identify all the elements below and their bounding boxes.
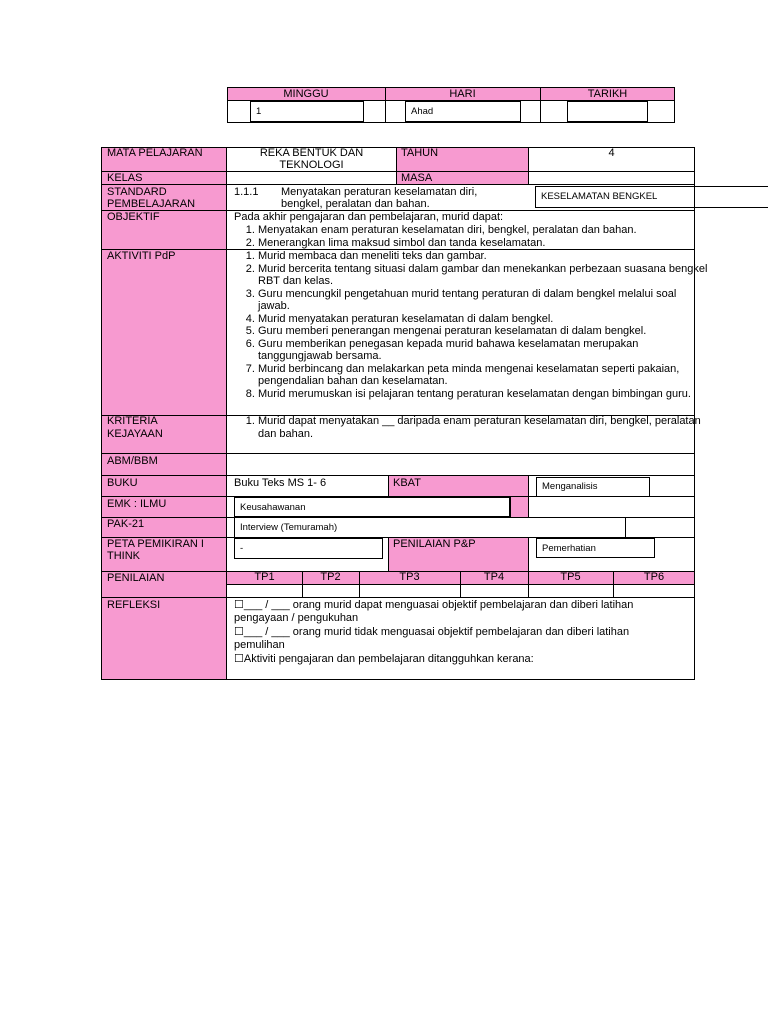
tp5-header: TP5 [560, 571, 581, 583]
refleksi-line4: pemulihan [234, 639, 285, 651]
standard-text-line1: Menyatakan peraturan keselamatan diri, [281, 186, 478, 198]
list-item: 5. Guru memberi penerangan mengenai peraturan keselamatan di dalam bengkel. [258, 325, 708, 338]
list-item: 2. Murid bercerita tentang situasi dalam gambar dan menekankan perbezaan suasana bengkel RBT dan kelas. [258, 263, 708, 288]
minggu-value: 1 [256, 106, 262, 117]
buku-label: BUKU [107, 477, 138, 489]
mata-pelajaran-value-line2: TEKNOLOGI [279, 159, 344, 171]
mata-pelajaran-label: MATA PELAJARAN [107, 147, 203, 159]
kriteria-label-line1: KRITERIA [107, 415, 158, 427]
tarikh-value-field[interactable] [567, 101, 648, 122]
penilaian-label: PENILAIAN [107, 572, 165, 584]
list-item: 1. Menyatakan enam peraturan keselamatan diri, bengkel, peralatan dan bahan. [258, 224, 713, 237]
kriteria-label-line2: KEJAYAAN [107, 428, 163, 440]
kelas-label: KELAS [107, 172, 143, 184]
buku-value: Buku Teks MS 1- 6 [234, 477, 327, 489]
standard-topic: KESELAMATAN BENGKEL [541, 191, 658, 202]
emk-label: EMK : ILMU [107, 498, 167, 510]
hari-label: HARI [449, 88, 476, 100]
tarikh-label: TARIKH [587, 88, 628, 100]
standard-label-line2: PEMBELAJARAN [107, 198, 196, 210]
list-item: 4. Murid menyatakan peraturan keselamatan di dalam bengkel. [258, 313, 708, 326]
tahun-label: TAHUN [401, 147, 439, 159]
pak21-label: PAK-21 [107, 518, 145, 530]
standard-label-line1: STANDARD [107, 186, 167, 198]
kriteria-list [234, 415, 708, 440]
list-item: 1. Murid dapat menyatakan __ daripada enam peraturan keselamatan diri, bengkel, peralatan dan bahan. [258, 415, 708, 440]
aktiviti-label: AKTIVITI PdP [107, 250, 176, 262]
refleksi-label: REFLEKSI [107, 599, 161, 611]
objektif-intro: Pada akhir pengajaran dan pembelajaran, murid dapat: [234, 211, 504, 223]
minggu-label: MINGGU [283, 88, 329, 100]
minggu-value-field[interactable] [250, 101, 364, 122]
standard-code: 1.1.1 [234, 186, 259, 198]
aktiviti-list [234, 250, 708, 400]
pak21-value: Interview (Temuramah) [240, 522, 338, 533]
tp4-header: TP4 [483, 571, 505, 583]
standard-text-line2: bengkel, peralatan dan bahan. [281, 198, 430, 210]
list-item: 6. Guru memberikan penegasan kepada murid bahawa keselamatan merupakan tanggungjawab bersama. [258, 338, 708, 363]
objektif-list [234, 224, 713, 249]
list-item: 2. Menerangkan lima maksud simbol dan tanda keselamatan. [258, 237, 713, 250]
list-item: 7. Murid berbincang dan melakarkan peta minda mengenai keselamatan seperti pakaian, pengendalian bahan dan keselamatan. [258, 363, 708, 388]
peta-value: - [240, 543, 244, 554]
peta-label-line1: PETA PEMIKIRAN I [107, 538, 204, 550]
abm-label: ABM/BBM [107, 455, 158, 467]
masa-label: MASA [401, 172, 433, 184]
mata-pelajaran-value-line1: REKA BENTUK DAN [259, 147, 364, 159]
objektif-label: OBJEKTIF [107, 211, 160, 223]
hari-value: Ahad [411, 106, 434, 117]
peta-label-line2: THINK [107, 550, 140, 562]
tp2-header: TP2 [320, 571, 341, 583]
list-item: 8. Murid merumuskan isi pelajaran tentang peraturan keselamatan dengan bimbingan guru. [258, 388, 708, 401]
peta-value-field[interactable] [234, 538, 383, 559]
refleksi-line3: ☐___ / ___ orang murid tidak menguasai objektif pembelajaran dan diberi latihan [234, 626, 630, 638]
tahun-value: 4 [608, 147, 615, 159]
list-item: 1. Murid membaca dan meneliti teks dan gambar. [258, 250, 708, 263]
tp1-header: TP1 [254, 571, 275, 583]
list-item: 3. Guru mencungkil pengetahuan murid tentang peraturan di dalam bengkel melalui soal jawab. [258, 288, 708, 313]
refleksi-line1: ☐___ / ___ orang murid dapat menguasai objektif pembelajaran dan diberi latihan [234, 599, 634, 611]
kbat-value: Menganalisis [542, 481, 598, 492]
emk-value: Keusahawanan [240, 502, 306, 513]
refleksi-line2: pengayaan / pengukuhan [234, 612, 359, 624]
kbat-label: KBAT [393, 477, 421, 489]
refleksi-line5: ☐Aktiviti pengajaran dan pembelajaran ditangguhkan kerana: [234, 653, 534, 665]
tp6-header: TP6 [643, 571, 665, 583]
tp3-header: TP3 [399, 571, 420, 583]
penilaian-pp-value: Pemerhatian [542, 543, 596, 554]
penilaian-pp-label: PENILAIAN P&P [393, 538, 476, 550]
